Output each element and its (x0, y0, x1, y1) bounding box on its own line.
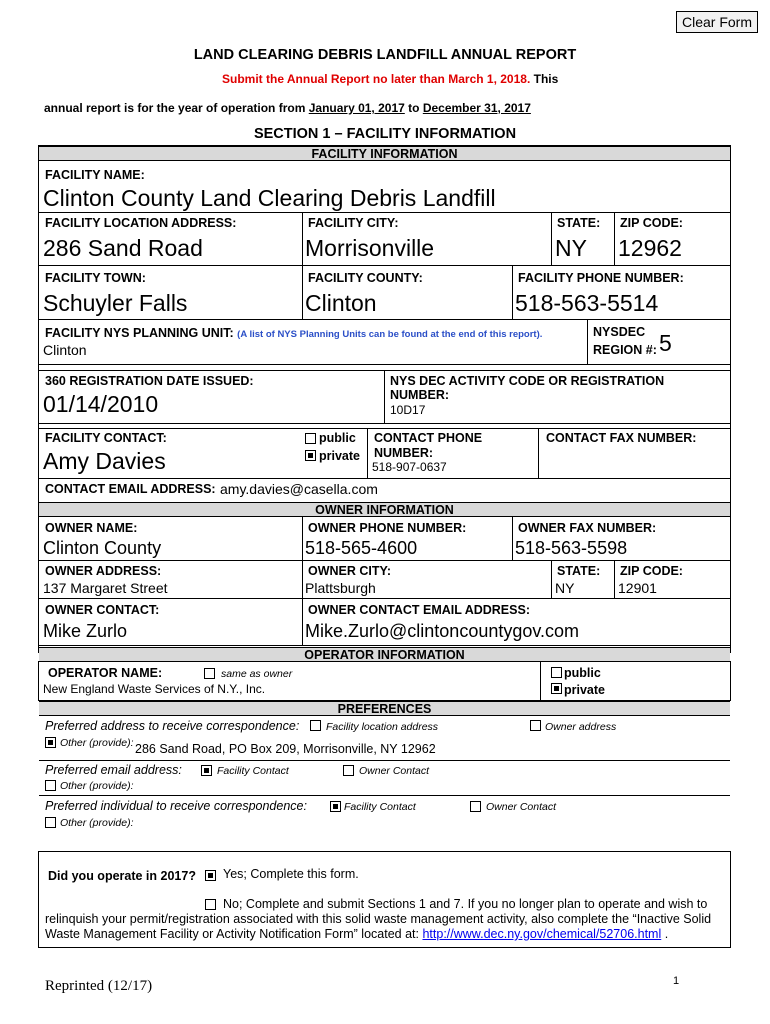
operator-info-bar: OPERATOR INFORMATION (39, 647, 730, 662)
same-as-owner-checkbox[interactable] (204, 668, 215, 679)
operator-name-label: OPERATOR NAME: (48, 666, 163, 680)
divider (614, 560, 615, 598)
pref-email-owner-label: Owner Contact (359, 765, 430, 777)
pref-email-facility-label: Facility Contact (217, 765, 289, 777)
deadline-text: Submit the Annual Report no later than March 1, 2018. (222, 72, 531, 86)
owner-address-label: OWNER ADDRESS: (45, 564, 162, 578)
divider (39, 319, 730, 320)
clear-form-button[interactable]: Clear Form (676, 11, 758, 33)
divider (540, 661, 541, 701)
owner-city-label: OWNER CITY: (308, 564, 392, 578)
divider (367, 428, 368, 478)
owner-address-field[interactable]: 137 Margaret Street (43, 580, 168, 596)
period-end: December 31, 2017 (422, 101, 531, 115)
operator-name-field[interactable]: New England Waste Services of N.Y., Inc. (43, 682, 266, 696)
divider (39, 428, 730, 429)
owner-info-bar: OWNER INFORMATION (39, 502, 730, 517)
divider (551, 212, 552, 265)
divider (39, 560, 730, 561)
divider (39, 478, 730, 479)
operate-yes-checkbox[interactable] (205, 870, 216, 881)
divider (538, 428, 539, 478)
facility-state-field[interactable]: NY (555, 235, 587, 261)
contact-fax-label: CONTACT FAX NUMBER: (546, 431, 697, 445)
reprinted-note: Reprinted (12/17) (45, 978, 153, 994)
pref-individual-owner-label: Owner Contact (486, 801, 557, 813)
pref-email-question: Preferred email address: (45, 763, 182, 777)
pref-individual-facility-checkbox[interactable] (330, 801, 341, 812)
pref-email-other-label: Other (provide): (60, 780, 134, 792)
pref-address-other-checkbox[interactable] (45, 737, 56, 748)
page-number: 1 (673, 975, 680, 987)
region-label-2: REGION #: (593, 343, 657, 357)
pref-address-other-label: Other (provide): (60, 737, 134, 749)
owner-contact-email-label: OWNER CONTACT EMAIL ADDRESS: (308, 603, 530, 617)
operator-public-checkbox[interactable] (551, 667, 562, 678)
facility-contact-field[interactable]: Amy Davies (43, 448, 166, 474)
owner-name-field[interactable]: Clinton County (43, 538, 162, 558)
owner-contact-field[interactable]: Mike Zurlo (43, 621, 128, 641)
owner-contact-email-field[interactable]: Mike.Zurlo@clintoncountygov.com (305, 621, 580, 641)
facility-city-field[interactable]: Morrisonville (305, 235, 435, 261)
report-title: LAND CLEARING DEBRIS LANDFILL ANNUAL REPORT (193, 47, 577, 63)
facility-county-label: FACILITY COUNTY: (308, 271, 423, 285)
facility-state-label: STATE: (557, 216, 601, 230)
pref-address-owner-checkbox[interactable] (530, 720, 541, 731)
facility-contact-label: FACILITY CONTACT: (45, 431, 167, 445)
planning-unit-label (45, 326, 542, 340)
operate-no-checkbox[interactable] (205, 899, 216, 910)
contact-email-field[interactable]: amy.davies@casella.com (220, 481, 378, 497)
activity-code-field[interactable]: 10D17 (390, 403, 426, 417)
facility-phone-field[interactable]: 518-563-5514 (515, 290, 659, 316)
divider (39, 423, 730, 424)
pref-address-facility-checkbox[interactable] (310, 720, 321, 731)
contact-public-checkbox[interactable] (305, 433, 316, 444)
owner-fax-label: OWNER FAX NUMBER: (518, 521, 657, 535)
contact-phone-field[interactable]: 518-907-0637 (372, 460, 447, 474)
pref-address-question: Preferred address to receive correspondence: (45, 719, 300, 733)
facility-name-label: FACILITY NAME: (45, 168, 145, 182)
preferences-bar: PREFERENCES (39, 701, 730, 716)
contact-public-label: public (319, 431, 356, 445)
divider (39, 645, 730, 646)
planning-unit-note: (A list of NYS Planning Units can be found at the end of this report). (237, 329, 543, 340)
pref-individual-question: Preferred individual to receive correspondence: (45, 799, 307, 813)
pref-individual-other-label: Other (provide): (60, 817, 134, 829)
operator-public-label: public (564, 666, 601, 680)
operator-private-checkbox[interactable] (551, 683, 562, 694)
report-period (44, 101, 531, 115)
contact-private-checkbox[interactable] (305, 450, 316, 461)
owner-name-label: OWNER NAME: (45, 521, 138, 535)
reg-date-field[interactable]: 01/14/2010 (43, 391, 159, 417)
pref-individual-other-checkbox[interactable] (45, 817, 56, 828)
operate-no-line-3 (45, 927, 668, 941)
owner-fax-field[interactable]: 518-563-5598 (515, 538, 628, 558)
owner-state-field[interactable]: NY (555, 580, 575, 596)
owner-zip-label: ZIP CODE: (620, 564, 683, 578)
facility-name-field[interactable]: Clinton County Land Clearing Debris Landfill (43, 185, 496, 211)
operator-private-label: private (564, 683, 605, 697)
contact-phone-label-1: CONTACT PHONE (374, 431, 483, 445)
pref-email-owner-checkbox[interactable] (343, 765, 354, 776)
activity-code-label-1: NYS DEC ACTIVITY CODE OR REGISTRATION (390, 374, 665, 388)
divider (39, 760, 730, 761)
facility-zip-field[interactable]: 12962 (618, 235, 682, 261)
pref-address-other-field[interactable]: 286 Sand Road, PO Box 209, Morrisonville, NY 12962 (135, 742, 436, 756)
divider (39, 212, 730, 213)
divider (302, 517, 303, 645)
owner-city-field[interactable]: Plattsburgh (305, 580, 376, 596)
facility-town-field[interactable]: Schuyler Falls (43, 290, 188, 316)
region-field[interactable]: 5 (659, 330, 672, 356)
operate-no-line-1: No; Complete and submit Sections 1 and 7. If you no longer plan to operate and wish to (223, 897, 708, 911)
contact-private-label: private (319, 449, 360, 463)
operate-no-line-3-text: Waste Management Facility or Activity Notification Form” located at: (45, 927, 419, 941)
same-as-owner-label: same as owner (221, 668, 293, 680)
planning-unit-label-text: FACILITY NYS PLANNING UNIT: (45, 326, 234, 340)
section-title: SECTION 1 – FACILITY INFORMATION (253, 126, 517, 142)
divider (39, 795, 730, 796)
divider (39, 598, 730, 599)
pref-email-other-checkbox[interactable] (45, 780, 56, 791)
owner-state-label: STATE: (557, 564, 601, 578)
facility-info-bar: FACILITY INFORMATION (39, 146, 730, 161)
reg-date-label: 360 REGISTRATION DATE ISSUED: (45, 374, 254, 388)
period-to: to (408, 101, 420, 115)
divider (39, 364, 730, 365)
planning-unit-field[interactable]: Clinton (43, 342, 87, 358)
facility-zip-label: ZIP CODE: (620, 216, 683, 230)
divider (39, 265, 730, 266)
facility-city-label: FACILITY CITY: (308, 216, 399, 230)
pref-address-owner-label: Owner address (545, 721, 617, 733)
pref-email-facility-checkbox[interactable] (201, 765, 212, 776)
deadline-line (222, 72, 558, 86)
operate-no-line-2: relinquish your permit/registration associated with this solid waste management activity, also complete the “Inactive Solid (45, 912, 712, 926)
divider (384, 370, 385, 423)
owner-contact-label: OWNER CONTACT: (45, 603, 160, 617)
divider (587, 319, 588, 364)
pref-address-facility-label: Facility location address (326, 721, 439, 733)
facility-address-label: FACILITY LOCATION ADDRESS: (45, 216, 237, 230)
divider (551, 560, 552, 598)
pref-individual-facility-label: Facility Contact (344, 801, 416, 813)
deadline-tail: This (533, 72, 559, 86)
contact-phone-label-2: NUMBER: (374, 446, 434, 460)
operate-question: Did you operate in 2017? (48, 869, 196, 883)
owner-phone-field[interactable]: 518-565-4600 (305, 538, 418, 558)
operate-period: . (664, 927, 669, 941)
facility-phone-label: FACILITY PHONE NUMBER: (518, 271, 684, 285)
facility-county-field[interactable]: Clinton (305, 290, 377, 316)
period-start: January 01, 2017 (308, 101, 405, 115)
owner-zip-field[interactable]: 12901 (618, 580, 657, 596)
owner-phone-label: OWNER PHONE NUMBER: (308, 521, 467, 535)
contact-email-label: CONTACT EMAIL ADDRESS: (45, 482, 216, 496)
divider (614, 212, 615, 265)
divider (512, 517, 513, 560)
facility-town-label: FACILITY TOWN: (45, 271, 146, 285)
operate-yes-label: Yes; Complete this form. (223, 867, 359, 881)
inactive-form-link[interactable]: http://www.dec.ny.gov/chemical/52706.html (422, 927, 662, 941)
divider (512, 265, 513, 319)
region-label-1: NYSDEC (593, 325, 646, 339)
pref-individual-owner-checkbox[interactable] (470, 801, 481, 812)
activity-code-label-2: NUMBER: (390, 388, 450, 402)
facility-address-field[interactable]: 286 Sand Road (43, 235, 203, 261)
period-prefix: annual report is for the year of operation from (44, 101, 306, 115)
